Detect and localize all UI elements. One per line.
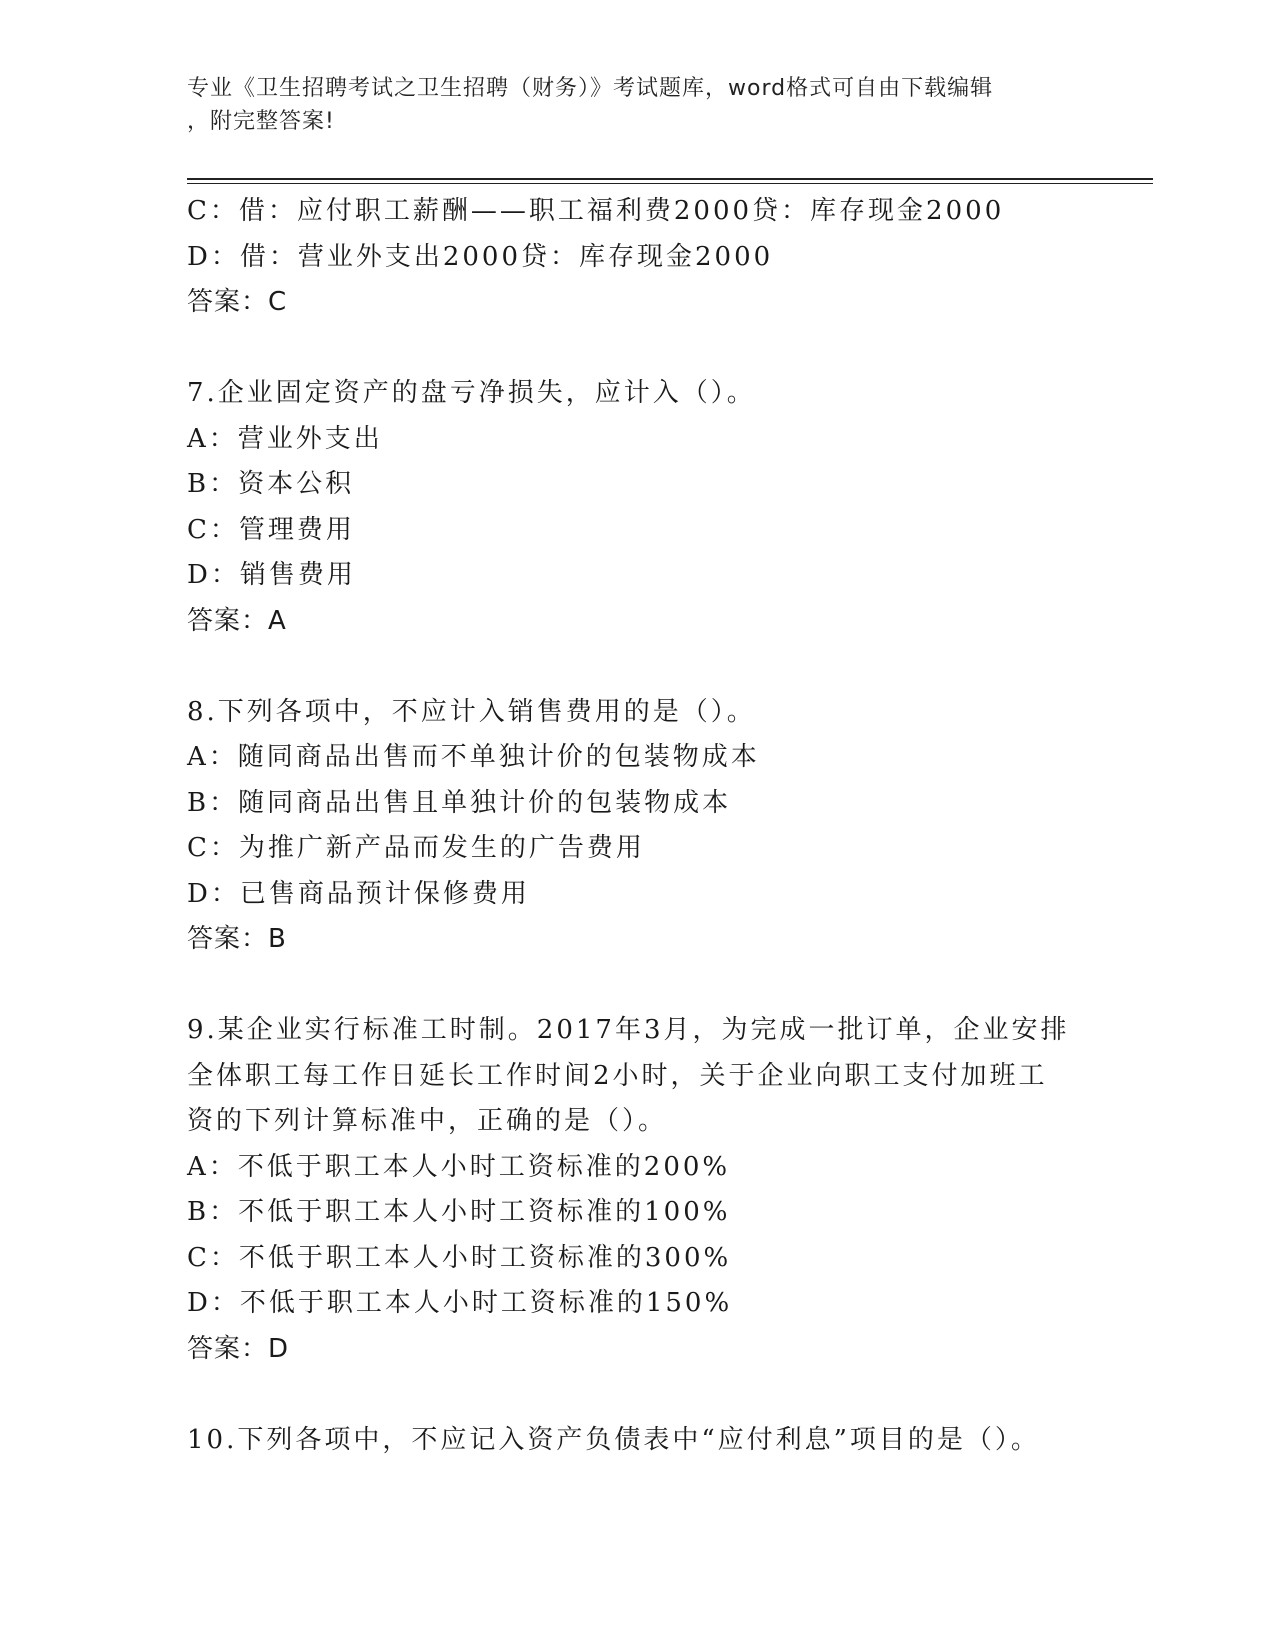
option-c: C：借：应付职工薪酬——职工福利费2000贷：库存现金2000 <box>187 196 1005 226</box>
question-7 <box>187 371 1087 644</box>
document-header <box>187 72 1067 138</box>
option-c: C：不低于职工本人小时工资标准的300% <box>187 1242 732 1273</box>
header-divider <box>187 178 1153 180</box>
header-divider-thin <box>187 183 1153 184</box>
option-b: B：随同商品出售且单独计价的包装物成本 <box>187 787 732 818</box>
option-a: A：不低于职工本人小时工资标准的200% <box>187 1151 731 1182</box>
option-d: D：已售商品预计保修费用 <box>187 878 530 909</box>
question-stem: 7.企业固定资产的盘亏净损失，应计入（）。 <box>187 378 756 408</box>
answer: 答案：C <box>187 287 288 317</box>
question-stem: 8.下列各项中，不应计入销售费用的是（）。 <box>187 696 756 727</box>
header-line-1: 专业《卫生招聘考试之卫生招聘（财务）》考试题库，word格式可自由下载编辑 <box>187 76 994 101</box>
question-stem-line-3: 资的下列计算标准中，正确的是（）。 <box>187 1106 668 1136</box>
option-c: C：为推广新产品而发生的广告费用 <box>187 833 645 863</box>
spacer <box>187 644 1087 690</box>
option-d: D：借：营业外支出2000贷：库存现金2000 <box>187 241 774 272</box>
question-stem: 10.下列各项中，不应记入资产负债表中“应付利息”项目的是（）。 <box>187 1424 1040 1455</box>
option-a: A：随同商品出售而不单独计价的包装物成本 <box>187 742 760 772</box>
question-9 <box>187 1008 1087 1372</box>
header-line-2: ，附完整答案! <box>187 109 335 134</box>
question-10 <box>187 1418 1087 1464</box>
spacer <box>187 1372 1087 1418</box>
question-6-continued <box>187 189 1087 326</box>
option-d: D：不低于职工本人小时工资标准的150% <box>187 1288 733 1318</box>
question-stem-line-2: 全体职工每工作日延长工作时间2小时，关于企业向职工支付加班工 <box>187 1060 1048 1091</box>
answer: 答案：B <box>187 924 287 954</box>
question-stem-line-1: 9.某企业实行标准工时制。2017年3月，为完成一批订单，企业安排 <box>187 1015 1070 1045</box>
question-list <box>187 189 1087 1463</box>
answer: 答案：A <box>187 605 287 636</box>
answer: 答案：D <box>187 1333 290 1364</box>
question-8 <box>187 690 1087 963</box>
option-c: C：管理费用 <box>187 514 355 545</box>
option-a: A：营业外支出 <box>187 423 383 454</box>
option-b: B：资本公积 <box>187 469 355 499</box>
spacer <box>187 963 1087 1009</box>
option-b: B：不低于职工本人小时工资标准的100% <box>187 1197 731 1227</box>
spacer <box>187 326 1087 372</box>
option-d: D：销售费用 <box>187 560 356 590</box>
